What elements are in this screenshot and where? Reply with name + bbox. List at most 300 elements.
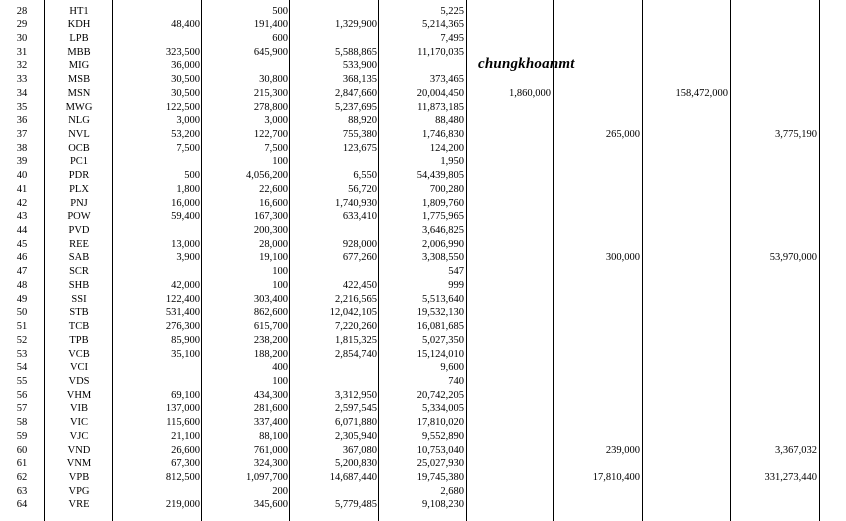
value-cell-v3: 6,550 [353, 170, 377, 182]
row-number-cell: 56 [16, 389, 28, 401]
value-cell-v1 [116, 32, 200, 46]
value-cell-v5 [470, 32, 551, 46]
value-cell-v7 [645, 114, 728, 128]
row-number-cell: 51 [16, 321, 28, 333]
row-number-cell: 42 [16, 197, 28, 209]
ticker-cell: TPB [69, 334, 89, 346]
value-cell-v3: 2,305,940 [335, 430, 377, 442]
value-cell-v4: 15,124,010 [416, 348, 464, 360]
value-cell-v8 [733, 46, 817, 60]
value-cell-v8: 3,775,190 [775, 128, 817, 140]
value-cell-v8 [733, 155, 817, 169]
value-cell-v3: 928,000 [342, 238, 377, 250]
value-cell-v1 [116, 155, 200, 169]
value-cell-v1: 137,000 [165, 403, 200, 415]
ticker-cell: LPB [69, 32, 89, 44]
value-cell-v8 [733, 279, 817, 293]
value-cell-v3 [293, 485, 377, 499]
value-cell-v5 [470, 183, 551, 197]
value-cell-v6 [556, 457, 640, 471]
value-cell-v3 [293, 32, 377, 46]
value-cell-v5 [470, 73, 551, 87]
value-cell-v7 [645, 169, 728, 183]
value-cell-v2 [205, 59, 288, 73]
value-cell-v6 [556, 361, 640, 375]
value-cell-v3 [293, 5, 377, 19]
value-cell-v6 [556, 389, 640, 403]
value-cell-v4: 5,334,005 [422, 403, 464, 415]
value-cell-v3: 1,329,900 [335, 19, 377, 31]
ticker-cell: VHM [66, 389, 92, 401]
value-cell-v4: 25,027,930 [416, 458, 464, 470]
table-row [0, 114, 846, 128]
ticker-cell: MSN [67, 87, 91, 99]
value-cell-v5 [470, 224, 551, 238]
value-cell-v2: 215,300 [253, 87, 288, 99]
value-cell-v4: 5,214,365 [422, 19, 464, 31]
ticker-cell: MIG [68, 60, 90, 72]
value-cell-v1: 67,300 [171, 458, 200, 470]
value-cell-v1 [116, 224, 200, 238]
table-row [0, 155, 846, 169]
ticker-cell: POW [67, 211, 91, 223]
row-number-cell: 43 [16, 211, 28, 223]
value-cell-v6 [556, 293, 640, 307]
value-cell-v8 [733, 498, 817, 512]
value-cell-v2: 100 [272, 156, 288, 168]
value-cell-v2: 600 [272, 32, 288, 44]
ticker-cell: KDH [67, 19, 91, 31]
value-cell-v5 [470, 101, 551, 115]
table-row [0, 210, 846, 224]
value-cell-v7 [645, 320, 728, 334]
value-cell-v3 [293, 375, 377, 389]
value-cell-v5: 1,860,000 [509, 87, 551, 99]
table-row [0, 128, 846, 142]
row-number-cell: 54 [16, 362, 28, 374]
table-row [0, 430, 846, 444]
value-cell-v8 [733, 265, 817, 279]
value-cell-v4: 11,170,035 [417, 46, 464, 58]
value-cell-v4: 740 [448, 375, 464, 387]
table-row [0, 197, 846, 211]
value-cell-v1: 531,400 [165, 307, 200, 319]
row-number-cell: 60 [16, 444, 28, 456]
value-cell-v8 [733, 485, 817, 499]
value-cell-v6 [556, 197, 640, 211]
row-number-cell: 63 [16, 485, 28, 497]
value-cell-v7 [645, 155, 728, 169]
row-number-cell: 61 [16, 458, 28, 470]
value-cell-v3: 2,597,545 [335, 403, 377, 415]
value-cell-v2: 4,056,200 [246, 170, 288, 182]
value-cell-v2: 7,500 [264, 142, 288, 154]
ticker-cell: SHB [68, 279, 90, 291]
table-row [0, 457, 846, 471]
ticker-cell: TCB [68, 321, 90, 333]
value-cell-v3 [293, 265, 377, 279]
ticker-cell: MWG [65, 101, 93, 113]
value-cell-v4: 19,745,380 [416, 471, 464, 483]
value-cell-v5 [470, 457, 551, 471]
value-cell-v2: 862,600 [253, 307, 288, 319]
value-cell-v4: 17,810,020 [416, 417, 464, 429]
ticker-cell: VPB [68, 471, 90, 483]
row-number-cell: 28 [16, 5, 28, 17]
row-number-cell: 39 [16, 156, 28, 168]
value-cell-v1: 21,100 [171, 430, 200, 442]
value-cell-v6 [556, 87, 640, 101]
value-cell-v8 [733, 416, 817, 430]
value-cell-v4: 20,742,205 [416, 389, 464, 401]
value-cell-v3: 755,380 [342, 128, 377, 140]
table-row [0, 471, 846, 485]
table-row [0, 18, 846, 32]
value-cell-v6 [556, 224, 640, 238]
value-cell-v6 [556, 265, 640, 279]
value-cell-v7 [645, 348, 728, 362]
table-row [0, 389, 846, 403]
value-cell-v7 [645, 32, 728, 46]
value-cell-v4: 54,439,805 [416, 170, 464, 182]
value-cell-v8 [733, 142, 817, 156]
value-cell-v5 [470, 279, 551, 293]
value-cell-v1: 35,100 [171, 348, 200, 360]
value-cell-v1: 16,000 [171, 197, 200, 209]
value-cell-v8: 331,273,440 [764, 471, 817, 483]
value-cell-v5 [470, 169, 551, 183]
value-cell-v7 [645, 46, 728, 60]
value-cell-v6 [556, 5, 640, 19]
value-cell-v5 [470, 471, 551, 485]
value-cell-v4: 3,308,550 [422, 252, 464, 264]
ticker-cell: PNJ [70, 197, 88, 209]
value-cell-v1: 323,500 [165, 46, 200, 58]
value-cell-v3: 1,740,930 [335, 197, 377, 209]
value-cell-v8 [733, 87, 817, 101]
value-cell-v2: 278,800 [253, 101, 288, 113]
value-cell-v2: 19,100 [259, 252, 288, 264]
value-cell-v7 [645, 210, 728, 224]
value-cell-v2: 200 [272, 485, 288, 497]
value-cell-v3: 2,854,740 [335, 348, 377, 360]
value-cell-v7 [645, 128, 728, 142]
row-number-cell: 50 [16, 307, 28, 319]
value-cell-v5 [470, 361, 551, 375]
value-cell-v2: 761,000 [253, 444, 288, 456]
row-number-cell: 53 [16, 348, 28, 360]
value-cell-v4: 9,108,230 [422, 499, 464, 511]
value-cell-v6 [556, 416, 640, 430]
value-cell-v4: 1,950 [440, 156, 464, 168]
ticker-cell: PC1 [69, 156, 89, 168]
value-cell-v8 [733, 402, 817, 416]
value-cell-v1: 85,900 [171, 334, 200, 346]
value-cell-v5 [470, 498, 551, 512]
ticker-cell: VCI [69, 362, 89, 374]
value-cell-v3: 56,720 [348, 183, 377, 195]
value-cell-v4: 547 [448, 266, 464, 278]
value-cell-v5 [470, 375, 551, 389]
value-cell-v7 [645, 5, 728, 19]
row-number-cell: 48 [16, 279, 28, 291]
value-cell-v7 [645, 457, 728, 471]
value-cell-v6 [556, 142, 640, 156]
value-cell-v8 [733, 320, 817, 334]
row-number-cell: 46 [16, 252, 28, 264]
value-cell-v8 [733, 306, 817, 320]
table-row [0, 416, 846, 430]
watermark-text: chungkhoanmt [478, 56, 575, 72]
value-cell-v5 [470, 210, 551, 224]
value-cell-v6 [556, 210, 640, 224]
value-cell-v4: 9,552,890 [422, 430, 464, 442]
value-cell-v4: 3,646,825 [422, 225, 464, 237]
value-cell-v5 [470, 430, 551, 444]
value-cell-v7 [645, 142, 728, 156]
value-cell-v3: 633,410 [342, 211, 377, 223]
value-cell-v5 [470, 320, 551, 334]
value-cell-v5 [470, 18, 551, 32]
ticker-cell: VPG [68, 485, 90, 497]
row-number-cell: 32 [16, 60, 28, 72]
value-cell-v1: 48,400 [171, 19, 200, 31]
value-cell-v3 [293, 224, 377, 238]
value-cell-v4: 88,480 [435, 115, 464, 127]
row-number-cell: 34 [16, 87, 28, 99]
table-row [0, 32, 846, 46]
value-cell-v7 [645, 306, 728, 320]
row-number-cell: 37 [16, 128, 28, 140]
value-cell-v6 [556, 348, 640, 362]
value-cell-v4: 20,004,450 [416, 87, 464, 99]
table-row [0, 334, 846, 348]
value-cell-v1: 7,500 [176, 142, 200, 154]
value-cell-v1: 3,900 [176, 252, 200, 264]
value-cell-v4: 124,200 [429, 142, 464, 154]
value-cell-v6 [556, 375, 640, 389]
value-cell-v7 [645, 361, 728, 375]
value-cell-v2: 3,000 [264, 115, 288, 127]
value-cell-v7 [645, 402, 728, 416]
value-cell-v5 [470, 389, 551, 403]
value-cell-v6: 239,000 [605, 444, 640, 456]
value-cell-v5 [470, 416, 551, 430]
value-cell-v1: 122,500 [165, 101, 200, 113]
value-cell-v5 [470, 114, 551, 128]
value-cell-v2: 200,300 [253, 225, 288, 237]
value-cell-v6: 265,000 [605, 128, 640, 140]
row-number-cell: 41 [16, 183, 28, 195]
table-row [0, 279, 846, 293]
ticker-cell: OCB [68, 142, 90, 154]
value-cell-v8: 3,367,032 [775, 444, 817, 456]
row-number-cell: 59 [16, 430, 28, 442]
value-cell-v2: 30,800 [259, 74, 288, 86]
value-cell-v4: 2,006,990 [422, 238, 464, 250]
ticker-cell: MSB [67, 74, 91, 86]
value-cell-v8 [733, 169, 817, 183]
value-cell-v6 [556, 485, 640, 499]
value-cell-v8 [733, 389, 817, 403]
value-cell-v3: 1,815,325 [335, 334, 377, 346]
table-row [0, 59, 846, 73]
ticker-cell: SAB [68, 252, 90, 264]
value-cell-v3: 5,200,830 [335, 458, 377, 470]
value-cell-v5 [470, 402, 551, 416]
table-row [0, 101, 846, 115]
value-cell-v6 [556, 334, 640, 348]
value-cell-v8 [733, 197, 817, 211]
row-number-cell: 40 [16, 170, 28, 182]
row-number-cell: 35 [16, 101, 28, 113]
value-cell-v2: 188,200 [253, 348, 288, 360]
table-row [0, 293, 846, 307]
value-cell-v2: 16,600 [259, 197, 288, 209]
value-cell-v3: 12,042,105 [329, 307, 377, 319]
value-cell-v7 [645, 498, 728, 512]
value-cell-v1 [116, 5, 200, 19]
ticker-cell: VND [67, 444, 91, 456]
row-number-cell: 49 [16, 293, 28, 305]
table-row [0, 402, 846, 416]
value-cell-v4: 9,600 [440, 362, 464, 374]
value-cell-v5 [470, 197, 551, 211]
table-row [0, 251, 846, 265]
table-row [0, 183, 846, 197]
value-cell-v1: 812,500 [165, 471, 200, 483]
value-cell-v2: 345,600 [253, 499, 288, 511]
value-cell-v1: 59,400 [171, 211, 200, 223]
row-number-cell: 29 [16, 19, 28, 31]
value-cell-v2: 122,700 [253, 128, 288, 140]
value-cell-v2: 100 [272, 279, 288, 291]
value-cell-v8 [733, 375, 817, 389]
ticker-cell: VCB [68, 348, 90, 360]
ticker-cell: VIB [69, 403, 89, 415]
row-number-cell: 58 [16, 417, 28, 429]
value-cell-v1: 30,500 [171, 74, 200, 86]
value-cell-v7 [645, 471, 728, 485]
row-number-cell: 36 [16, 115, 28, 127]
value-cell-v7 [645, 265, 728, 279]
row-number-cell: 64 [16, 499, 28, 511]
value-cell-v7 [645, 73, 728, 87]
value-cell-v6 [556, 498, 640, 512]
value-cell-v3: 5,237,695 [335, 101, 377, 113]
ticker-cell: NVL [68, 128, 90, 140]
value-cell-v4: 5,027,350 [422, 334, 464, 346]
value-cell-v2: 434,300 [253, 389, 288, 401]
value-cell-v6 [556, 101, 640, 115]
value-cell-v1: 122,400 [165, 293, 200, 305]
table-row [0, 169, 846, 183]
value-cell-v2: 1,097,700 [246, 471, 288, 483]
table-row [0, 320, 846, 334]
value-cell-v5 [470, 485, 551, 499]
value-cell-v4: 1,775,965 [422, 211, 464, 223]
value-cell-v8 [733, 101, 817, 115]
value-cell-v5 [470, 155, 551, 169]
value-cell-v3: 3,312,950 [335, 389, 377, 401]
value-cell-v2: 645,900 [253, 46, 288, 58]
value-cell-v3: 88,920 [348, 115, 377, 127]
value-cell-v8 [733, 59, 817, 73]
row-number-cell: 55 [16, 375, 28, 387]
value-cell-v2: 238,200 [253, 334, 288, 346]
value-cell-v5 [470, 5, 551, 19]
value-cell-v4: 2,680 [440, 485, 464, 497]
value-cell-v1: 42,000 [171, 279, 200, 291]
value-cell-v1: 26,600 [171, 444, 200, 456]
value-cell-v1: 1,800 [176, 183, 200, 195]
value-cell-v3: 367,080 [342, 444, 377, 456]
value-cell-v6 [556, 279, 640, 293]
value-cell-v2: 88,100 [259, 430, 288, 442]
value-cell-v7 [645, 485, 728, 499]
value-cell-v8 [733, 334, 817, 348]
row-number-cell: 30 [16, 32, 28, 44]
value-cell-v2: 281,600 [253, 403, 288, 415]
row-number-cell: 38 [16, 142, 28, 154]
value-cell-v5 [470, 128, 551, 142]
value-cell-v8 [733, 18, 817, 32]
table-row [0, 73, 846, 87]
value-cell-v7 [645, 183, 728, 197]
ticker-cell: VRE [68, 499, 90, 511]
value-cell-v2: 100 [272, 266, 288, 278]
value-cell-v1 [116, 361, 200, 375]
value-cell-v7 [645, 293, 728, 307]
value-cell-v7 [645, 197, 728, 211]
row-number-cell: 45 [16, 238, 28, 250]
value-cell-v3: 2,847,660 [335, 87, 377, 99]
value-cell-v3 [293, 361, 377, 375]
value-cell-v4: 7,495 [440, 32, 464, 44]
value-cell-v3: 677,260 [342, 252, 377, 264]
value-cell-v2: 22,600 [259, 183, 288, 195]
value-cell-v6: 17,810,400 [592, 471, 640, 483]
value-cell-v1: 13,000 [171, 238, 200, 250]
value-cell-v5 [470, 293, 551, 307]
value-cell-v5 [470, 142, 551, 156]
value-cell-v5 [470, 251, 551, 265]
value-cell-v8 [733, 73, 817, 87]
value-cell-v7 [645, 389, 728, 403]
value-cell-v3: 123,675 [342, 142, 377, 154]
value-cell-v2: 303,400 [253, 293, 288, 305]
value-cell-v3: 14,687,440 [329, 471, 377, 483]
ticker-cell: PLX [69, 183, 89, 195]
value-cell-v6 [556, 169, 640, 183]
value-cell-v2: 28,000 [259, 238, 288, 250]
ticker-cell: VJC [69, 430, 89, 442]
value-cell-v8: 53,970,000 [769, 252, 817, 264]
table-row [0, 87, 846, 101]
value-cell-v6 [556, 306, 640, 320]
value-cell-v4: 16,081,685 [416, 321, 464, 333]
value-cell-v7: 158,472,000 [675, 87, 728, 99]
ticker-cell: MBB [67, 46, 91, 58]
ticker-cell: VIC [69, 417, 89, 429]
value-cell-v5 [470, 444, 551, 458]
value-cell-v6 [556, 430, 640, 444]
value-cell-v5 [470, 265, 551, 279]
row-number-cell: 47 [16, 266, 28, 278]
value-cell-v1: 500 [184, 170, 200, 182]
ticker-cell: PDR [68, 170, 90, 182]
value-cell-v8 [733, 238, 817, 252]
